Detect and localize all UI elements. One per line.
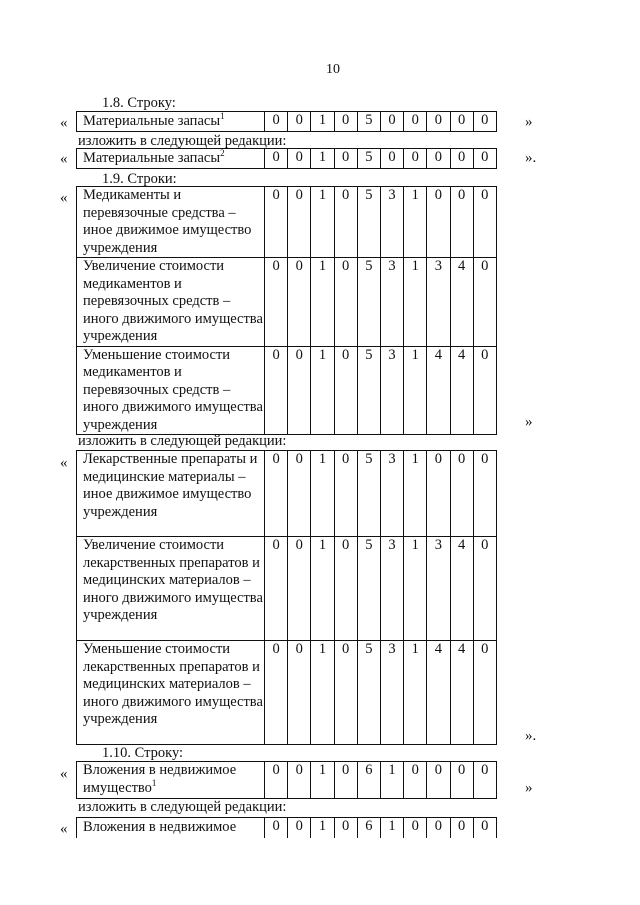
section-1-8-heading: 1.8. Строку: [102,95,176,111]
code-cell: 0 [427,818,450,838]
code-cell: 3 [380,346,403,435]
code-cell: 3 [380,641,403,745]
code-cell: 0 [473,451,496,537]
code-cell: 1 [380,762,403,799]
code-cell: 0 [450,149,473,169]
code-cell: 5 [357,346,380,435]
code-cell: 0 [473,346,496,435]
code-cell: 0 [265,451,288,537]
code-cell: 0 [380,112,403,132]
code-cell: 0 [334,537,357,641]
quote-open: « [60,766,68,782]
code-cell: 1 [311,641,334,745]
code-cell: 0 [473,258,496,347]
code-cell: 0 [288,112,311,132]
quote-open: « [60,115,68,131]
code-cell: 0 [450,187,473,258]
code-cell: 0 [427,112,450,132]
code-cell: 1 [311,818,334,838]
code-cell: 1 [404,641,427,745]
row-label: Увеличение стоимости медикаментов и перевязочных средств – иного движимого имущества учреждения [77,258,265,347]
code-cell: 3 [427,537,450,641]
code-cell: 3 [427,258,450,347]
table-1-10-old [76,761,497,799]
table-row [77,187,497,258]
code-cell: 0 [334,451,357,537]
code-cell: 0 [288,762,311,799]
code-cell: 0 [265,258,288,347]
code-cell: 0 [265,346,288,435]
code-cell: 0 [450,112,473,132]
table-1-9-new [76,450,497,745]
code-cell: 4 [427,346,450,435]
code-cell: 3 [380,258,403,347]
table-1-9-old [76,186,497,435]
quote-open: « [60,821,68,837]
row-label: Вложения в недвижимое имущество$^1$ [77,762,265,799]
table-row [77,258,497,347]
code-cell: 1 [311,187,334,258]
code-cell: 0 [450,451,473,537]
instruction-1-9: изложить в следующей редакции: [78,433,287,449]
code-cell: 1 [311,537,334,641]
code-cell: 1 [404,451,427,537]
instruction-1-10: изложить в следующей редакции: [78,799,287,815]
code-cell: 1 [311,112,334,132]
code-cell: 1 [404,346,427,435]
quote-open: « [60,151,68,167]
code-cell: 0 [427,451,450,537]
instruction-1-8: изложить в следующей редакции: [78,133,287,149]
code-cell: 0 [334,346,357,435]
quote-close: ». [525,728,537,744]
code-cell: 0 [288,537,311,641]
code-cell: 0 [288,641,311,745]
code-cell: 5 [357,451,380,537]
table-row [77,537,497,641]
page-number: 10 [326,62,340,77]
code-cell: 0 [473,537,496,641]
code-cell: 6 [357,818,380,838]
code-cell: 1 [311,346,334,435]
row-label: Лекарственные препараты и медицинские материалы – иное движимое имущество учреждения [77,451,265,537]
code-cell: 4 [450,641,473,745]
code-cell: 0 [288,451,311,537]
code-cell: 0 [427,187,450,258]
code-cell: 0 [473,762,496,799]
table-row [77,641,497,745]
code-cell: 0 [404,112,427,132]
code-cell: 0 [334,187,357,258]
row-label: Уменьшение стоимости медикаментов и перевязочных средств – иного движимого имущества учреждения [77,346,265,435]
code-cell: 0 [288,149,311,169]
code-cell: 4 [427,641,450,745]
row-label: Материальные запасы$^2$ [77,149,265,169]
code-cell: 5 [357,149,380,169]
quote-close: ». [525,150,537,166]
code-cell: 1 [380,818,403,838]
code-cell: 0 [288,346,311,435]
row-label: Увеличение стоимости лекарственных препаратов и медицинских материалов – иного движимого имущества учреждения [77,537,265,641]
quote-close: » [525,114,533,130]
table-1-10-new [76,817,497,838]
code-cell: 0 [427,762,450,799]
code-cell: 0 [473,818,496,838]
table-1-8-new [76,148,497,169]
code-cell: 1 [311,149,334,169]
code-cell: 0 [265,818,288,838]
code-cell: 0 [265,149,288,169]
code-cell: 0 [450,818,473,838]
quote-close: » [525,780,533,796]
code-cell: 0 [334,818,357,838]
quote-open: « [60,455,68,471]
code-cell: 5 [357,258,380,347]
row-label: Медикаменты и перевязочные средства – иное движимое имущество учреждения [77,187,265,258]
code-cell: 0 [265,641,288,745]
table-row [77,818,497,838]
code-cell: 0 [404,149,427,169]
row-label: Уменьшение стоимости лекарственных препаратов и медицинских материалов – иного движимого имущества учреждения [77,641,265,745]
code-cell: 0 [265,762,288,799]
table-row [77,346,497,435]
code-cell: 4 [450,537,473,641]
code-cell: 3 [380,187,403,258]
quote-close: » [525,414,533,430]
table-row [77,762,497,799]
quote-open: « [60,190,68,206]
table-row [77,149,497,169]
code-cell: 0 [334,258,357,347]
code-cell: 4 [450,346,473,435]
code-cell: 0 [334,112,357,132]
code-cell: 4 [450,258,473,347]
code-cell: 0 [288,258,311,347]
row-label: Материальные запасы$^1$ [77,112,265,132]
section-1-9-heading: 1.9. Строки: [102,171,177,187]
code-cell: 0 [265,187,288,258]
code-cell: 0 [473,149,496,169]
code-cell: 0 [265,112,288,132]
code-cell: 5 [357,187,380,258]
code-cell: 5 [357,537,380,641]
code-cell: 3 [380,537,403,641]
row-label: Вложения в недвижимое [77,818,265,838]
code-cell: 0 [473,641,496,745]
code-cell: 0 [334,762,357,799]
code-cell: 0 [265,537,288,641]
code-cell: 0 [334,641,357,745]
code-cell: 0 [450,762,473,799]
code-cell: 0 [404,762,427,799]
code-cell: 0 [288,818,311,838]
code-cell: 1 [311,762,334,799]
code-cell: 0 [473,187,496,258]
code-cell: 5 [357,641,380,745]
code-cell: 0 [427,149,450,169]
code-cell: 1 [404,537,427,641]
code-cell: 1 [404,187,427,258]
code-cell: 0 [380,149,403,169]
code-cell: 1 [404,258,427,347]
table-1-8-old [76,111,497,132]
code-cell: 1 [311,451,334,537]
code-cell: 5 [357,112,380,132]
section-1-10-heading: 1.10. Строку: [102,745,184,761]
table-row [77,112,497,132]
code-cell: 0 [288,187,311,258]
code-cell: 0 [334,149,357,169]
code-cell: 0 [473,112,496,132]
code-cell: 3 [380,451,403,537]
code-cell: 6 [357,762,380,799]
code-cell: 1 [311,258,334,347]
code-cell: 0 [404,818,427,838]
table-row [77,451,497,537]
